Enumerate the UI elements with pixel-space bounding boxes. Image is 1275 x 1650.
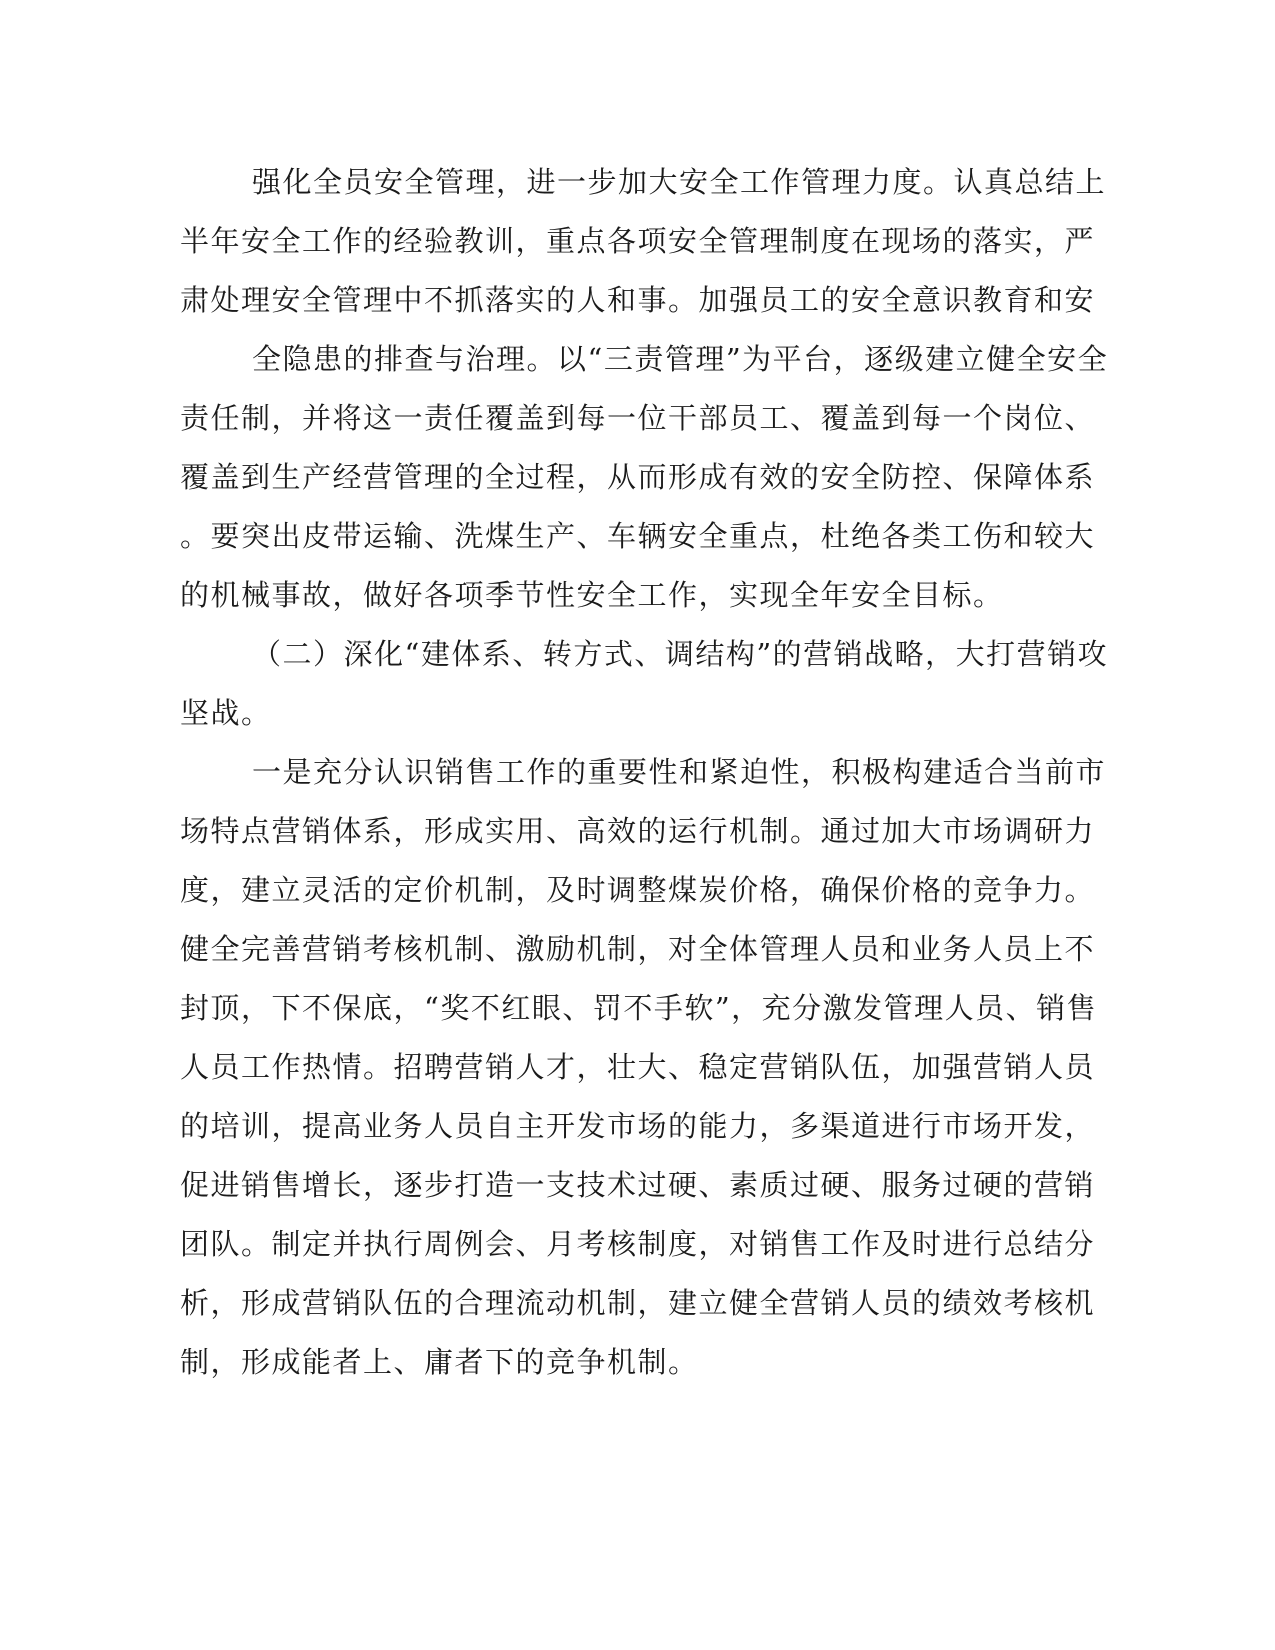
text-line: 责任制，并将这一责任覆盖到每一位干部员工、覆盖到每一个岗位、 (180, 401, 1096, 435)
text-line: 全隐患的排查与治理。以“三责管理”为平台，逐级建立健全安全 (252, 342, 1109, 376)
text-line: 封顶，下不保底，“奖不红眼、罚不手软”，充分激发管理人员、销售 (180, 991, 1098, 1025)
text-line: 促进销售增长，逐步打造一支技术过硬、素质过硬、服务过硬的营销 (180, 1168, 1096, 1202)
text-line: 制，形成能者上、庸者下的竞争机制。 (180, 1345, 699, 1379)
text-line: 团队。制定并执行周例会、月考核制度，对销售工作及时进行总结分 (180, 1227, 1096, 1261)
text-line: 一是充分认识销售工作的重要性和紧迫性，积极构建适合当前市 (252, 755, 1107, 789)
text-line: 肃处理安全管理中不抓落实的人和事。加强员工的安全意识教育和安 (180, 283, 1096, 317)
text-line: 覆盖到生产经营管理的全过程，从而形成有效的安全防控、保障体系 (180, 460, 1096, 494)
text-line: 。要突出皮带运输、洗煤生产、车辆安全重点，杜绝各类工伤和较大 (180, 519, 1096, 553)
text-line: 的机械事故，做好各项季节性安全工作，实现全年安全目标。 (180, 578, 1004, 612)
text-line: 健全完善营销考核机制、激励机制，对全体管理人员和业务人员上不 (180, 932, 1096, 966)
text-line: 场特点营销体系，形成实用、高效的运行机制。通过加大市场调研力 (180, 814, 1096, 848)
section-heading-continued: 坚战。 (180, 696, 272, 730)
text-line: 的培训，提高业务人员自主开发市场的能力，多渠道进行市场开发， (180, 1109, 1096, 1143)
section-heading: （二）深化“建体系、转方式、调结构”的营销战略，大打营销攻 (252, 637, 1109, 671)
text-line: 半年安全工作的经验教训，重点各项安全管理制度在现场的落实，严 (180, 224, 1096, 258)
text-line: 度，建立灵活的定价机制，及时调整煤炭价格，确保价格的竞争力。 (180, 873, 1096, 907)
text-line: 强化全员安全管理，进一步加大安全工作管理力度。认真总结上 (252, 165, 1107, 199)
text-line: 析，形成营销队伍的合理流动机制，建立健全营销人员的绩效考核机 (180, 1286, 1096, 1320)
text-line: 人员工作热情。招聘营销人才，壮大、稳定营销队伍，加强营销人员 (180, 1050, 1096, 1084)
